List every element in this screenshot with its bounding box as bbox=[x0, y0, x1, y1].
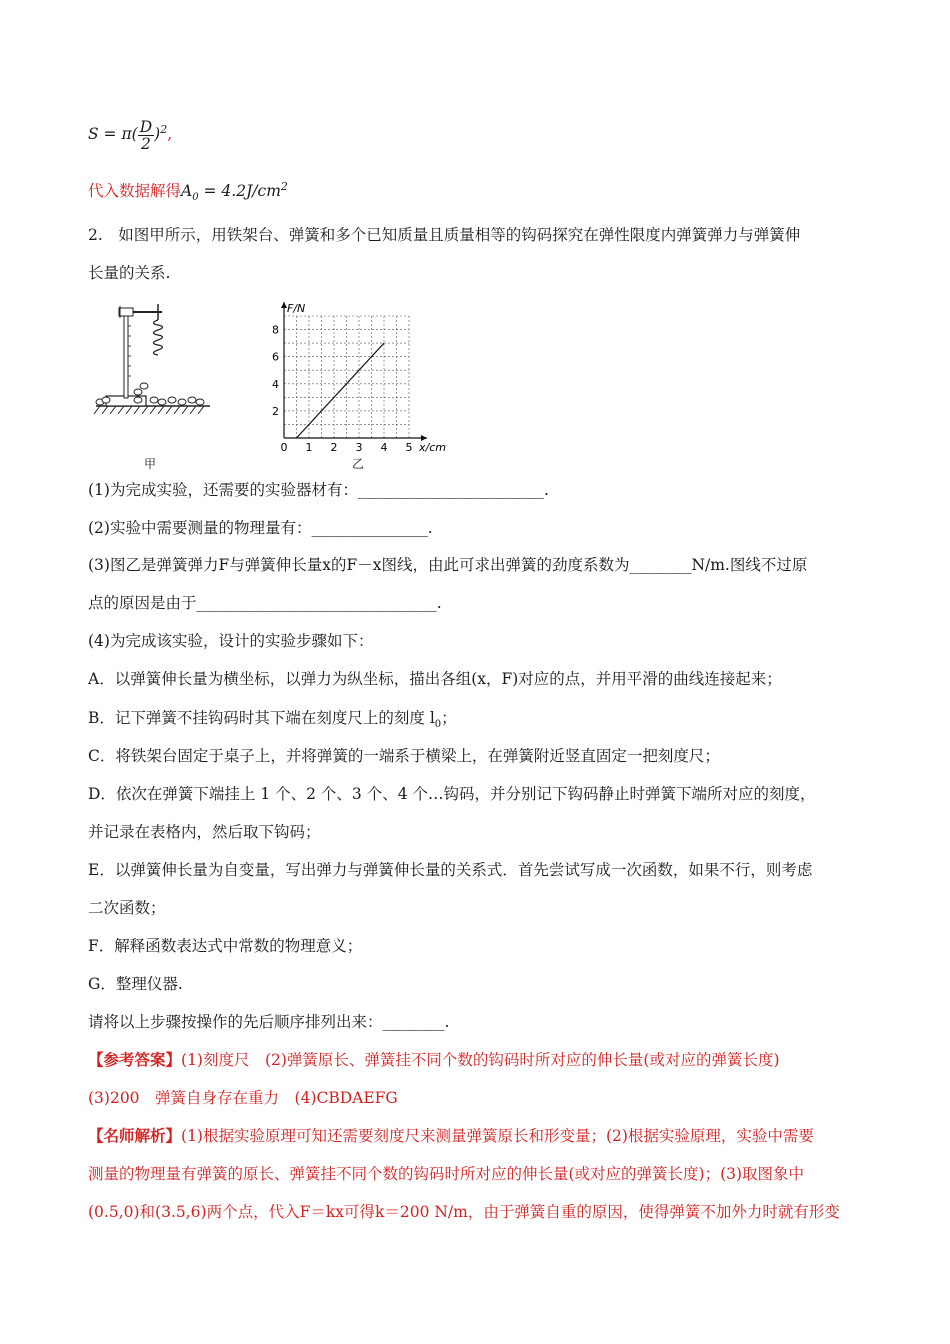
step-d-line1: D．依次在弹簧下端挂上 1 个、2 个、3 个、4 个…钩码，并分别记下钩码静止时弹簧下端所对应的刻度， bbox=[88, 785, 816, 803]
y-tick-label: 4 bbox=[272, 377, 279, 391]
formula-area bbox=[88, 118, 172, 152]
iron-stand-figure bbox=[92, 296, 216, 438]
figure-label-jia: 甲 bbox=[144, 457, 157, 471]
chart-y-axis-label: F/N bbox=[287, 302, 306, 315]
x-tick-label: 2 bbox=[330, 441, 338, 454]
answer-line1 bbox=[88, 1048, 780, 1072]
analysis-line2: 测量的物理量有弹簧的原长、弹簧挂不同个数的钩码时所对应的伸长量(或对应的弹簧长度)；(3)取图象中 bbox=[88, 1165, 805, 1183]
answer-text-1: (1)刻度尺 (2)弹簧原长、弹簧挂不同个数的钩码时所对应的伸长量(或对应的弹簧长度) bbox=[181, 1051, 780, 1069]
formula-area-exponent: 2 bbox=[160, 123, 168, 136]
y-tick-label: 2 bbox=[272, 404, 279, 418]
formula-result-sub: 0 bbox=[192, 192, 199, 204]
analysis-line3: (0.5,0)和(3.5,6)两个点，代入F＝kx可得k＝200 N/m，由于弹簧自重的原因，使得弹簧不加外力时就有形变 bbox=[88, 1203, 840, 1221]
sub-question-1: (1)为完成实验，还需要的实验器材有：________________________. bbox=[88, 481, 549, 499]
fraction bbox=[138, 119, 154, 152]
x-tick-label: 1 bbox=[305, 441, 313, 454]
step-e-line2: 二次函数； bbox=[88, 899, 166, 917]
step-c: C．将铁架台固定于桌子上，并将弹簧的一端系于横梁上，在弹簧附近竖直固定一把刻度尺； bbox=[88, 747, 720, 765]
chart-x-axis-label: x/cm bbox=[419, 441, 446, 454]
fx-chart bbox=[256, 292, 452, 462]
answer-line2: (3)200 弹簧自身存在重力 (4)CBDAEFG bbox=[88, 1089, 398, 1107]
formula-result bbox=[88, 175, 288, 210]
step-e-line1: E．以弹簧伸长量为自变量，写出弹力与弹簧伸长量的关系式．首先尝试写成一次函数，如果不行，则考虑 bbox=[88, 861, 813, 879]
fraction-denominator: 2 bbox=[140, 134, 151, 153]
step-d-line2: 并记录在表格内，然后取下钩码； bbox=[88, 823, 321, 841]
sub-question-2: (2)实验中需要测量的物理量有：_______________. bbox=[88, 519, 433, 537]
x-tick-label: 3 bbox=[355, 441, 363, 454]
chart-axes bbox=[281, 302, 427, 441]
question-stem-line1: 2. 如图甲所示，用铁架台、弹簧和多个已知质量且质量相等的钩码探究在弹性限度内弹簧弹力与弹簧伸 bbox=[88, 226, 801, 244]
fraction-numerator: D bbox=[139, 117, 153, 136]
chart-grid bbox=[284, 316, 409, 438]
step-b-text: B．记下弹簧不挂钩码时其下端在刻度尺上的刻度 l bbox=[88, 709, 435, 727]
formula-area-comma: , bbox=[167, 125, 173, 144]
analysis-text-1: (1)根据实验原理可知还需要刻度尺来测量弹簧原长和形变量；(2)根据实验原理，实验中需要 bbox=[181, 1127, 814, 1145]
figure-label-yi: 乙 bbox=[352, 457, 365, 471]
formula-result-prefix: 代入数据解得 bbox=[88, 182, 182, 201]
step-b-tail: ； bbox=[441, 709, 457, 727]
x-tick-label: 5 bbox=[405, 441, 413, 454]
y-tick-label: 6 bbox=[272, 350, 279, 364]
answer-tag: 【参考答案】 bbox=[88, 1050, 182, 1069]
y-tick-label: 8 bbox=[272, 323, 279, 337]
step-b bbox=[88, 706, 457, 737]
step-f: F．解释函数表达式中常数的物理意义； bbox=[88, 937, 363, 955]
analysis-tag: 【名师解析】 bbox=[88, 1126, 182, 1145]
series-line bbox=[297, 343, 385, 438]
formula-area-rhs: ) bbox=[154, 125, 161, 144]
order-question: 请将以上步骤按操作的先后顺序排列出来：________. bbox=[88, 1013, 450, 1031]
question-stem-line2: 长量的关系. bbox=[88, 264, 171, 282]
formula-result-exp: 2 bbox=[280, 180, 288, 193]
step-a: A．以弹簧伸长量为横坐标，以弹力为纵坐标，描出各组(x，F)对应的点，并用平滑的曲线连接起来； bbox=[88, 670, 782, 688]
sub-question-3-line2: 点的原因是由于_______________________________. bbox=[88, 594, 442, 612]
step-g: G．整理仪器. bbox=[88, 975, 183, 993]
analysis-line1 bbox=[88, 1124, 814, 1148]
sub-question-3-line1: (3)图乙是弹簧弹力F与弹簧伸长量x的F－x图线，由此可求出弹簧的劲度系数为________N/m.图线不过原 bbox=[88, 556, 808, 574]
formula-result-value: = 4.2J/cm bbox=[198, 182, 281, 201]
chart-series bbox=[297, 343, 385, 438]
x-tick-label: 0 bbox=[280, 441, 288, 454]
sub-question-4: (4)为完成该实验，设计的实验步骤如下： bbox=[88, 632, 374, 650]
step-b-subscript: 0 bbox=[434, 719, 442, 730]
formula-area-lhs: S = π( bbox=[88, 125, 138, 144]
x-tick-label: 4 bbox=[380, 441, 388, 454]
formula-result-var: A bbox=[181, 182, 193, 201]
